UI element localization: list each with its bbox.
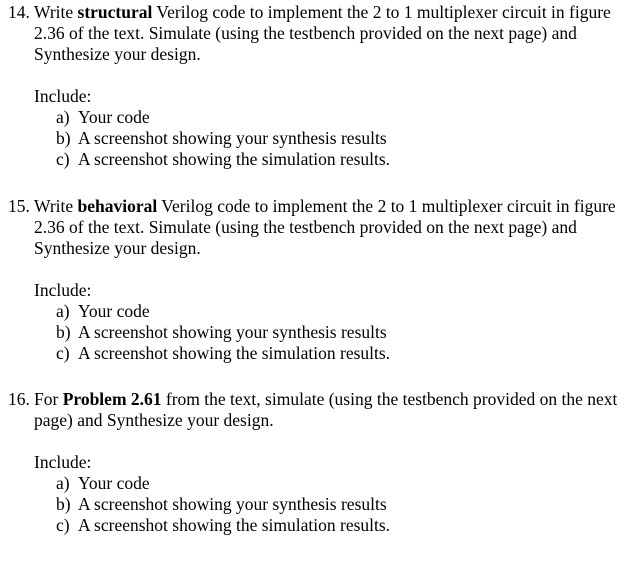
problem-text-pre: For <box>34 389 63 409</box>
list-item-letter: b) <box>56 128 71 148</box>
list-item-letter: a) <box>56 473 70 493</box>
list-item <box>56 322 632 343</box>
list-item-text: Your code <box>78 473 150 493</box>
include-label: Include: <box>34 86 92 106</box>
list-item-text: A screenshot showing your synthesis results <box>78 128 387 148</box>
list-item <box>56 473 632 494</box>
problem-number: 15. <box>8 196 30 216</box>
problem-16 <box>8 389 632 536</box>
list-item-letter: c) <box>56 515 70 535</box>
list-item-text: Your code <box>78 107 150 127</box>
problem-keyword: Problem 2.61 <box>62 389 162 409</box>
include-section <box>8 280 632 364</box>
list-item-text: A screenshot showing the simulation results. <box>78 149 391 169</box>
list-item-letter: c) <box>56 149 70 169</box>
problem-text-pre: Write <box>34 2 78 22</box>
include-label: Include: <box>34 280 92 300</box>
list-item-text: A screenshot showing the simulation results. <box>78 343 391 363</box>
list-item <box>56 301 632 322</box>
list-item-letter: b) <box>56 322 71 342</box>
problem-text <box>34 2 632 65</box>
problem-14 <box>8 2 632 170</box>
list-item <box>56 128 632 149</box>
problem-text-post: Verilog code to implement the 2 to 1 multiplexer circuit in figure 2.36 of the text. Simulate (using the testbench provided on the next page) and Synthesize your design. <box>34 196 616 258</box>
problem-text <box>34 196 632 259</box>
list-item <box>56 343 632 364</box>
problem-statement <box>8 389 632 431</box>
problem-number: 16. <box>8 389 30 409</box>
list-item-text: Your code <box>78 301 150 321</box>
problem-statement <box>8 196 632 259</box>
include-list <box>34 473 632 536</box>
problem-text-post: from the text, simulate (using the testbench provided on the next page) and Synthesize your design. <box>34 389 618 430</box>
list-item-letter: a) <box>56 107 70 127</box>
list-item-text: A screenshot showing the simulation results. <box>78 515 391 535</box>
problem-keyword: structural <box>77 2 153 22</box>
problem-number: 14. <box>8 2 30 22</box>
list-item-letter: c) <box>56 343 70 363</box>
include-label: Include: <box>34 452 92 472</box>
list-item <box>56 494 632 515</box>
problem-text-post: Verilog code to implement the 2 to 1 multiplexer circuit in figure 2.36 of the text. Simulate (using the testbench provided on the next page) and Synthesize your design. <box>34 2 611 64</box>
problem-statement <box>8 2 632 65</box>
problem-text <box>34 389 632 431</box>
list-item <box>56 107 632 128</box>
problem-text-pre: Write <box>34 196 78 216</box>
include-section <box>8 452 632 536</box>
list-item <box>56 149 632 170</box>
include-section <box>8 86 632 170</box>
list-item-text: A screenshot showing your synthesis results <box>78 322 387 342</box>
include-list <box>34 107 632 170</box>
problem-keyword: behavioral <box>77 196 158 216</box>
problem-15 <box>8 196 632 364</box>
list-item-text: A screenshot showing your synthesis results <box>78 494 387 514</box>
list-item-letter: b) <box>56 494 71 514</box>
list-item-letter: a) <box>56 301 70 321</box>
list-item <box>56 515 632 536</box>
include-list <box>34 301 632 364</box>
